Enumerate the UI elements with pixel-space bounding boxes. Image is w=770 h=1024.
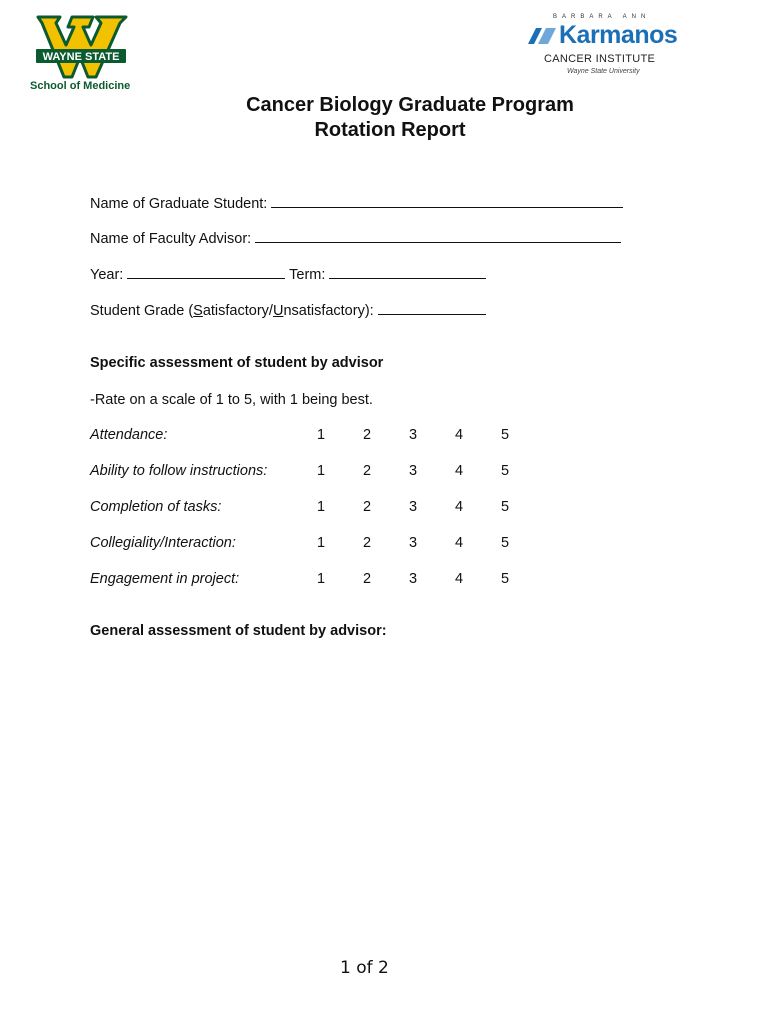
grade-label-prefix: Student Grade ( (90, 303, 194, 319)
rating-option-5: 5 (500, 571, 510, 587)
criterion-label: Completion of tasks: (90, 499, 222, 515)
student-name-label: Name of Graduate Student: (90, 196, 268, 212)
student-name-line (271, 195, 623, 208)
rating-option-5: 5 (500, 463, 510, 479)
rating-option-5: 5 (500, 427, 510, 443)
rating-option-2: 2 (362, 499, 372, 515)
criterion-label: Attendance: (90, 427, 168, 443)
page-title: Cancer Biology Graduate Program (246, 94, 574, 116)
rating-option-4: 4 (454, 463, 464, 479)
rating-option-5: 5 (500, 499, 510, 515)
term-line (329, 266, 486, 279)
student-grade-field (90, 302, 486, 319)
grade-mid: atisfactory/ (202, 303, 273, 319)
rating-option-1: 1 (316, 535, 326, 551)
rating-option-2: 2 (362, 535, 372, 551)
rating-option-4: 4 (454, 571, 464, 587)
year-label: Year: (90, 267, 124, 283)
grade-suffix: nsatisfactory): (283, 303, 374, 319)
karmanos-institute: CANCER INSTITUTE (544, 53, 656, 65)
rating-option-1: 1 (316, 499, 326, 515)
grade-u: U (272, 303, 284, 319)
advisor-name-field (90, 230, 621, 247)
rating-option-2: 2 (362, 463, 372, 479)
grade-line (378, 302, 486, 315)
grade-s: S (193, 303, 203, 319)
criterion-label: Collegiality/Interaction: (90, 535, 236, 551)
rating-option-2: 2 (362, 571, 372, 587)
specific-assessment-heading: Specific assessment of student by advisor (90, 355, 384, 371)
rating-option-3: 3 (408, 535, 418, 551)
criterion-label: Ability to follow instructions: (90, 463, 268, 479)
rating-option-4: 4 (454, 535, 464, 551)
wsu-subtitle: School of Medicine (30, 80, 131, 92)
rating-option-3: 3 (408, 463, 418, 479)
rating-option-5: 5 (500, 535, 510, 551)
rating-instruction: -Rate on a scale of 1 to 5, with 1 being best. (90, 392, 373, 408)
term-label: Term: (289, 267, 326, 283)
karmanos-mark-icon (526, 26, 558, 46)
page-subtitle: Rotation Report (314, 119, 466, 141)
advisor-name-label: Name of Faculty Advisor: (90, 231, 252, 247)
rating-option-3: 3 (408, 427, 418, 443)
student-name-field (90, 195, 623, 212)
rating-option-4: 4 (454, 499, 464, 515)
year-term-field (90, 266, 486, 283)
karmanos-affiliation: Wayne State University (567, 68, 640, 75)
karmanos-name: Karmanos (559, 21, 678, 49)
rating-option-2: 2 (362, 427, 372, 443)
rating-option-4: 4 (454, 427, 464, 443)
rating-option-3: 3 (408, 571, 418, 587)
page-indicator: 1 of 2 (340, 958, 389, 978)
rating-option-1: 1 (316, 571, 326, 587)
rating-option-1: 1 (316, 463, 326, 479)
karmanos-top-text: BARBARA ANN (553, 14, 651, 20)
rating-option-1: 1 (316, 427, 326, 443)
general-assessment-heading: General assessment of student by advisor: (90, 623, 387, 639)
criterion-label: Engagement in project: (90, 571, 240, 587)
rating-option-3: 3 (408, 499, 418, 515)
year-line (127, 266, 285, 279)
wsu-logo-text: WAYNE STATE (42, 51, 120, 63)
advisor-name-line (255, 230, 621, 243)
